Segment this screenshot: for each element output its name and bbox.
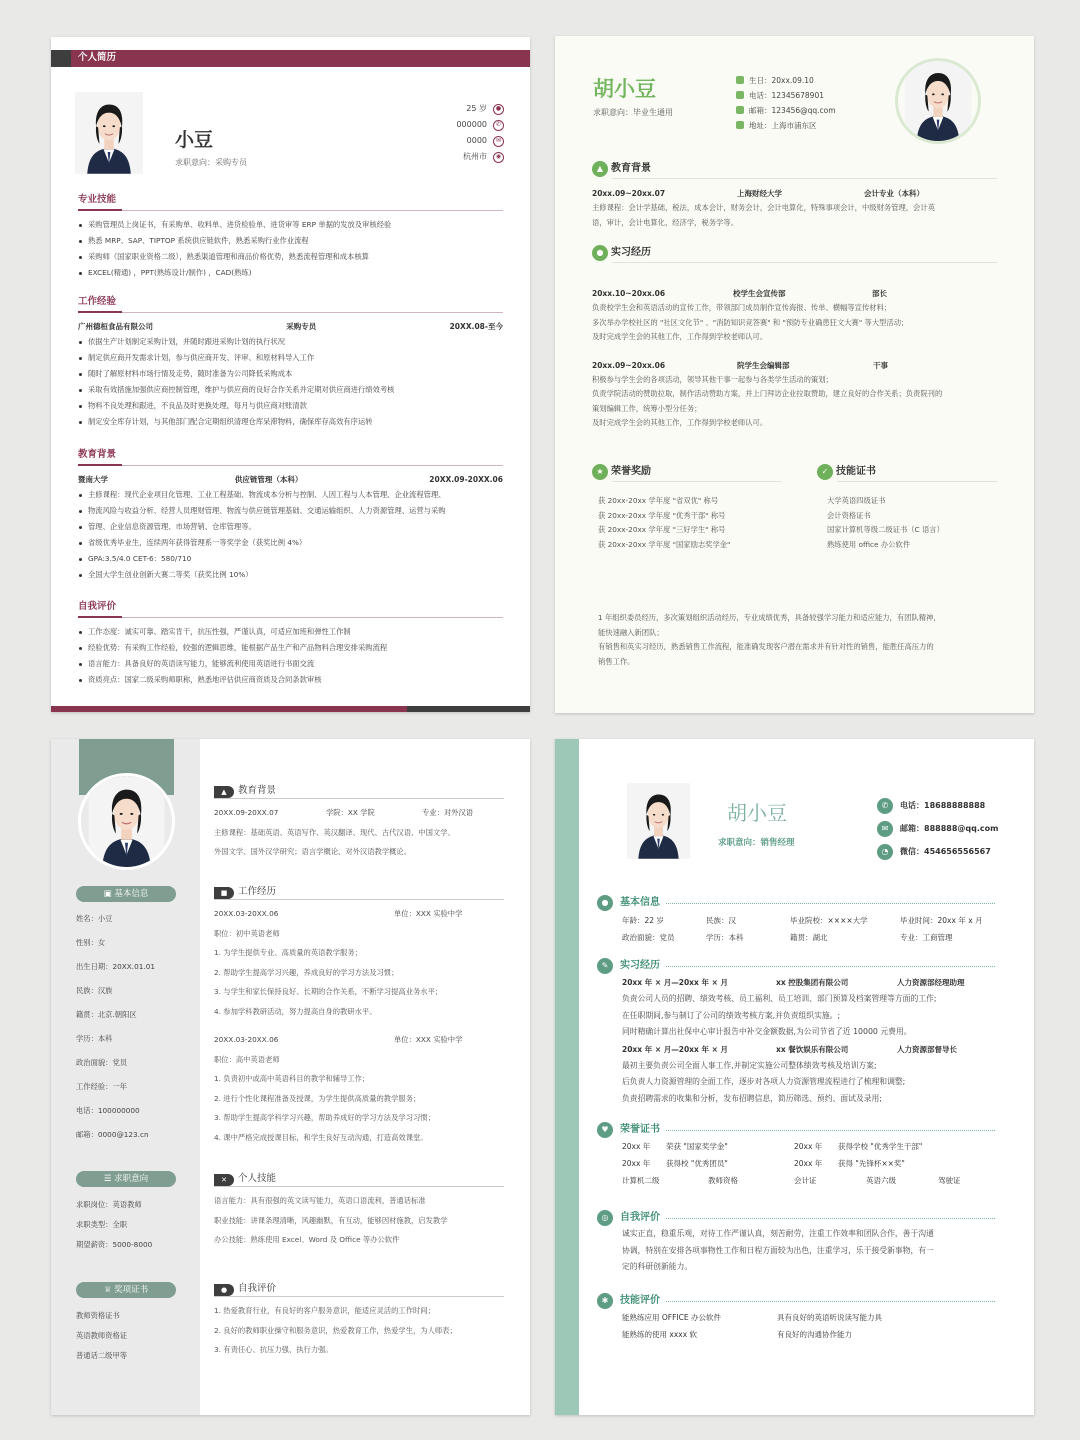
skill-item: 能熟练应用 OFFICE 办公软件: [622, 1313, 721, 1322]
date: 20XX.03-20XX.06: [214, 909, 279, 918]
org: 院学生会编辑部: [737, 360, 790, 370]
list-item: 随时了解原材料市场行情及走势，随时准备为公司降低采购成本: [78, 366, 503, 382]
skill-item: 能熟练的使用 xxxx 软: [622, 1330, 698, 1339]
city-value: 杭州市: [463, 152, 487, 162]
awards-section: [592, 463, 782, 552]
role: 人力资源部经理助理: [897, 978, 965, 987]
phone-icon: [736, 91, 744, 99]
birthday-icon: [736, 76, 744, 84]
education-section: [214, 783, 504, 862]
avatar: [895, 58, 981, 144]
date: 20XX.08-至今: [449, 321, 503, 331]
location-icon: [736, 121, 744, 129]
text-line: 能快速融入新团队；: [598, 627, 664, 637]
footer-bar: [51, 706, 530, 712]
section-title: 教育背景: [611, 163, 651, 174]
text-line: 负责招聘需求的收集和分析，发布招聘信息，简历筛选、预约、面试及录用;: [622, 1093, 882, 1103]
honor-item: 20xx 年: [794, 1159, 823, 1168]
text-line: 负责校学生会和英语活动的宣传工作，带领部门成员制作宣传海报、传单、横幅等宣传材料；: [592, 303, 892, 312]
job-intent: 求职意向：销售经理: [718, 838, 795, 848]
section-title: 专业技能: [78, 193, 503, 211]
avatar: [78, 773, 175, 870]
info-item: 出生日期：20XX.01.01: [76, 962, 155, 971]
text-line: 4. 课中严格完成授课目标，和学生良好互动沟通，打造高效课堂。: [214, 1132, 428, 1142]
text-line: 2. 帮助学生提高学习兴趣，养成良好的学习方法及习惯；: [214, 967, 399, 977]
text-line: 2. 良好的教师职业操守和服务意识，热爱教育工作，热爱学生，为人师表；: [214, 1325, 457, 1335]
list-item: 全国大学生创业创新大赛二等奖（获奖比例 10%）: [78, 567, 503, 583]
section-title: 自我评价: [620, 1212, 660, 1223]
list-item: EXCEL(精通) ，PPT(熟练设计/制作) ，CAD(熟练): [78, 265, 503, 281]
school: 学院：XX 学院: [326, 808, 375, 817]
basic-info-pill: ▣ 基本信息: [76, 886, 176, 902]
graduation-cap-icon: ▲: [214, 786, 234, 798]
info-item: 姓名：小豆: [76, 914, 113, 923]
person-icon: ●: [592, 245, 608, 261]
cert-pill: ♕ 奖项证书: [76, 1282, 176, 1298]
experience-section: [597, 958, 995, 1107]
company: xx 控股集团有限公司: [776, 978, 849, 987]
cert-list: [76, 1309, 127, 1369]
info-item: 籍贯：湖北: [790, 933, 828, 942]
chat-icon: ◔: [877, 844, 893, 860]
resume-card-1: [51, 37, 530, 712]
list-item: 经验优势：有采购工作经验，较强的逻辑思维，能根据产品生产和产品物料合理安排采购流程: [78, 640, 503, 656]
tools-icon: ✕: [214, 1174, 234, 1186]
info-item: 邮箱：0000@123.cn: [76, 1130, 149, 1139]
job-intent: 求职意向：毕业生通用: [593, 108, 673, 117]
phone-value: 000000: [456, 120, 487, 130]
text-line: 销售工作。: [598, 656, 635, 666]
basic-info-section: [597, 895, 995, 946]
info-item: 电话：100000000: [76, 1106, 140, 1115]
medal-icon: ★: [592, 464, 608, 480]
honor-item: 荣获 "国家奖学金": [666, 1142, 728, 1151]
self-eval-section: [214, 1281, 504, 1360]
role: 部长: [872, 289, 887, 298]
skill-item: 有良好的沟通协作能力: [777, 1330, 852, 1339]
company: 广州德桓食品有限公司: [78, 321, 153, 331]
age: 25 岁: [466, 104, 487, 114]
text-line: 2. 进行个性化课程准备及授课，为学生提供高质量的教学服务；: [214, 1093, 421, 1103]
resume-card-2: [555, 36, 1034, 713]
text-line: 多次举办学校社区的 "社区文化节" 、"消防知识竞答赛" 和 "预防专业确患狂文大赛" 等大型活动；: [592, 317, 909, 327]
cert-item: 国家计算机等级二级证书（C 语言）: [827, 525, 944, 534]
section-title: 技能评价: [620, 1295, 660, 1306]
section-title: 奖项证书: [114, 1285, 149, 1295]
birthday: 生日：20xx.09.10: [749, 76, 814, 85]
list-item: GPA:3.5/4.0 CET-6：580/710: [78, 551, 503, 567]
info-item: 专业：工商管理: [900, 933, 953, 942]
info-item: 教师资格证书: [76, 1311, 120, 1320]
text-line: 负责公司人员的招聘、绩效考核、员工福利、员工培训、部门预算及档案管理等方面的工作;: [622, 994, 937, 1003]
employer: 单位：XXX 实验中学: [394, 1035, 463, 1044]
work-section: [214, 884, 504, 1147]
text-line: 定的科研创新能力。: [622, 1262, 693, 1271]
info-item: 籍贯：北京.朝阳区: [76, 1010, 137, 1019]
honor-item: 获得 "先锋杯××奖": [838, 1159, 905, 1168]
info-item: 政治面貌：党员: [76, 1058, 128, 1067]
honor-item: 20xx 年: [794, 1142, 823, 1151]
honor-item: 英语六级: [866, 1176, 896, 1185]
info-item: 毕业院校：××××大学: [790, 916, 868, 925]
phone: 电话：12345678901: [749, 91, 824, 100]
text-line: 有销售和英实习经历，熟悉销售工作流程，能准确发现客户潜在需求并有针对性的销售，能胜任高压力的: [598, 642, 934, 651]
avatar: [627, 780, 690, 862]
text-line: 后负责人力资源管理的全面工作，逐步对各项人力资源管理流程进行了梳理和调整;: [622, 1077, 906, 1086]
text-line: 4. 参加学科教研活动，努力提高自身的教研水平。: [214, 1006, 377, 1016]
edit-icon: ✎: [597, 958, 613, 974]
list-item: 采购管理员上岗证书，有采购单、收料单、进货检验单、进货审等 ERP 单据的发放及审核经验: [78, 217, 503, 233]
info-item: 学历：本科: [76, 1034, 113, 1043]
section-title: 实习经历: [611, 247, 651, 258]
info-item: 政治面貌：党员: [622, 933, 675, 942]
text-line: 外国文学、国外汉学研究；语言学概论、对外汉语教学概论。: [214, 847, 412, 856]
info-item: 民族：汉族: [76, 986, 113, 995]
date: 20xx.09~20xx.06: [592, 360, 666, 370]
section-title: 实习经历: [620, 960, 660, 971]
contact-info: [456, 101, 504, 165]
award-item: 获 20xx-20xx 学年度 "省双优" 称号: [598, 496, 719, 505]
section-title: 教育背景: [78, 448, 503, 466]
date: 20XX.09-20XX.07: [214, 808, 279, 817]
text-line: 办公技能：熟练使用 Excel、Word 及 Office 等办公软件: [214, 1235, 400, 1244]
phone-icon: ✆: [493, 120, 504, 131]
intent-pill: ☰ 求职意向: [76, 1171, 176, 1187]
school: 上海财经大学: [737, 189, 782, 198]
info-item: 期望薪资：5000-8000: [76, 1240, 153, 1249]
role: 人力资源部督导长: [897, 1044, 957, 1054]
info-item: 学历：本科: [706, 933, 744, 942]
list-item: 管理、企业信息资源管理、市场营销、仓库管理等。: [78, 519, 503, 535]
header-bar: [51, 50, 530, 67]
text-line: 1. 为学生提供专业、高质量的英语教学服务；: [214, 948, 362, 957]
text-line: 语言能力：具有很强的英文读写能力，英语口语流利，普通话标准: [214, 1196, 426, 1205]
award-item: 获 20xx-20xx 学年度 "国家励志奖学金": [598, 539, 731, 549]
self-eval-section: [597, 1210, 995, 1276]
email-value: 0000: [466, 136, 487, 146]
list-item: 制定安全库存计划，与其他部门配合定期组织清理仓库呆滞物料，确保库存高效有序运转: [78, 414, 503, 430]
skills-section: [214, 1171, 504, 1250]
role: 职位：高中英语老师: [214, 1054, 280, 1064]
skills-section: [78, 193, 503, 281]
honors-section: [597, 1122, 995, 1189]
graduation-cap-icon: ▲: [592, 161, 608, 177]
section-title: 荣誉奖励: [611, 466, 651, 477]
resume-card-3: [51, 739, 530, 1415]
honor-item: 驾驶证: [938, 1176, 961, 1185]
honor-item: 计算机二级: [622, 1176, 660, 1185]
school: 暨南大学: [78, 474, 108, 484]
internship-section: [592, 244, 997, 431]
text-line: 同时精确计算出社保中心审计报告中补交金额数据,为公司节省了近 10000 元费用。: [622, 1027, 912, 1036]
role: 干事: [873, 360, 888, 370]
major: 会计专业（本科）: [864, 189, 924, 198]
employer: 单位：XXX 实验中学: [394, 909, 463, 918]
list-item: 制定供应商开发需求计划，参与供应商开发、评审、和原材料导入工作: [78, 350, 503, 366]
honor-item: 20xx 年: [622, 1159, 651, 1168]
contact-info: [736, 76, 836, 136]
user-icon: ●: [493, 104, 504, 115]
contact-info: [877, 794, 998, 863]
section-title: 个人技能: [238, 1173, 277, 1184]
list-item: 熟悉 MRP、SAP、TIPTOP 系统供应链软件，熟悉采购行业作业流程: [78, 233, 503, 249]
info-item: 求职类型：全职: [76, 1220, 128, 1229]
avatar: [75, 89, 143, 177]
phone-icon: ✆: [877, 798, 893, 814]
briefcase-icon: ■: [214, 887, 234, 899]
thumbs-up-icon: ♥: [597, 1122, 613, 1138]
org: 校学生会宣传部: [733, 289, 786, 298]
text-line: 主修课程：会计学基础，税法，成本会计，财务会计，会计电算化，特殊事项会计，中级财务管理，会计英: [592, 203, 935, 212]
self-eval-section: [78, 600, 503, 688]
cert-item: 大学英语四级证书: [827, 496, 886, 505]
info-item: 英语教师资格证: [76, 1331, 128, 1340]
text-line: 职业技能：讲课条理清晰，风趣幽默，有互动，能够因材施教，启发教学: [214, 1215, 448, 1225]
list-item: 采购师（国家职业资格二级），熟悉渠道管理和商品价格优势，熟悉流程管理和成本核算: [78, 249, 503, 265]
text-line: 1. 负责初中或高中英语科目的教学和辅导工作；: [214, 1074, 370, 1083]
text-line: 1 年组织委员经历，多次策划组织活动经历，专业成绩优秀，具备较强学习能力和适应能力，有团队精神，: [598, 613, 941, 622]
text-line: 3. 有责任心、抗压力强、执行力强。: [214, 1345, 333, 1354]
text-line: 最初主要负责公司全面人事工作,并制定实施公司整体绩效考核及培训方案;: [622, 1060, 877, 1070]
skill-item: 具有良好的英语听说读写能力具: [777, 1313, 882, 1322]
person-icon: ●: [214, 1284, 234, 1296]
self-eval-section: [598, 611, 998, 669]
role: 职位：初中英语老师: [214, 928, 280, 938]
skills-section: [597, 1293, 995, 1343]
date: 20XX.09-20XX.06: [429, 474, 503, 484]
info-item: 毕业时间：20xx 年 x 月: [900, 916, 983, 925]
list-item: 语言能力：具备良好的英语读写能力，能够流利使用英语进行书面交流: [78, 656, 503, 672]
section-title: 求职意向: [114, 1174, 149, 1184]
date: 20xx 年 × 月—20xx 年 × 月: [622, 1044, 728, 1054]
text-line: 语，审计，会计电算化，经济学，税务学等。: [592, 217, 738, 227]
certificate-icon: ✓: [817, 464, 833, 480]
date: 20xx.09~20xx.07: [592, 189, 666, 198]
role: 采购专员: [286, 321, 317, 331]
target-icon: ◎: [597, 1210, 613, 1226]
name: 胡小豆: [727, 801, 787, 825]
name: 胡小豆: [593, 77, 656, 101]
company: xx 餐饮娱乐有限公司: [776, 1044, 849, 1054]
section-title: 技能证书: [836, 466, 876, 477]
mail-icon: ✉: [877, 821, 893, 837]
certs-section: [817, 463, 997, 552]
date: 20xx 年 × 月—20xx 年 × 月: [622, 978, 728, 987]
text-line: 负责学院活动的赞助拉取，制作活动赞助方案，并上门拜访企业拉取赞助，建立良好的合作关系；负责院刊的: [592, 389, 943, 398]
text-line: 3. 帮助学生提高学科学习兴趣，帮助养成好的学习方法及学习习惯；: [214, 1113, 435, 1122]
location-icon: ◉: [493, 152, 504, 163]
email: 邮箱：888888@qq.com: [900, 823, 999, 833]
text-line: 及时完成学生会的其他工作，工作得到学校老师认可。: [592, 332, 768, 341]
info-item: 普通话二级甲等: [76, 1351, 128, 1360]
major: 供应链管理（本科）: [234, 474, 303, 484]
cert-item: 熟练使用 office 办公软件: [827, 539, 911, 549]
list-item: 物流风险与收益分析、经营人员理财管理、物流与供应链管理基础、交通运输组织、人力资源管理、运营与采购: [78, 503, 503, 519]
text-line: 主修课程：基础英语、英语写作、英汉翻译、现代、古代汉语、中国文学、: [214, 827, 455, 837]
text-line: 积极参与学生会的各项活动，领导其他干事一起参与各类学生活动的策划；: [592, 374, 833, 384]
list-item: 依据生产计划制定采购计划，并随时跟进采购计划的执行状况: [78, 334, 503, 350]
side-stripe: [555, 739, 579, 1415]
honor-item: 会计证: [794, 1176, 817, 1185]
cert-item: 会计资格证书: [827, 510, 871, 520]
major: 专业：对外汉语: [422, 808, 474, 817]
address: 地址：上海市浦东区: [749, 121, 817, 130]
text-line: 诚实正直，稳重乐观，对待工作严谨认真，刻苦耐劳，注重工作效率和团队合作，善于沟通: [622, 1229, 934, 1238]
award-item: 获 20xx-20xx 学年度 "三好学生" 称号: [598, 525, 726, 534]
info-item: 年龄：22 岁: [622, 916, 664, 925]
section-title: 工作经验: [78, 295, 503, 313]
person-icon: ●: [597, 895, 613, 911]
section-title: 教育背景: [238, 785, 277, 796]
section-title: 自我评价: [78, 600, 503, 618]
info-item: 性别：女: [76, 938, 106, 947]
text-line: 3. 与学生和家长保持良好、长期的合作关系，不断学习提高业务水平；: [214, 987, 443, 996]
resume-card-4: [555, 739, 1034, 1415]
honor-item: 教师资格: [708, 1176, 738, 1185]
text-line: 及时完成学生会的其他工作，工作得到学校老师认可。: [592, 418, 768, 427]
education-section: [78, 448, 503, 583]
text-line: 策划编辑工作，统筹小型分任务；: [592, 403, 702, 413]
list-item: 工作态度：诚实可靠、踏实肯干，抗压性强，严谨认真，可适应加班和弹性工作制: [78, 624, 503, 640]
section-title: 自我评价: [238, 1283, 277, 1294]
honor-item: 获得学校 "优秀学生干部": [838, 1142, 923, 1151]
info-item: 工作经验：一年: [76, 1082, 128, 1091]
text-line: 协调，特别在安排各项事物性工作和日程方面较为出色，注重学习，乐于接受新事物，有一: [622, 1245, 934, 1255]
section-title: 荣誉证书: [620, 1124, 660, 1135]
date: 20XX.03-20XX.06: [214, 1035, 279, 1044]
list-item: 主修课程：现代企业项目化管理、工业工程基础、物流成本分析与控制、人因工程与人本管理、企业流程管理、: [78, 487, 503, 503]
job-intent: 求职意向：采购专员: [175, 158, 247, 167]
education-section: [592, 160, 997, 230]
wrench-icon: ✱: [597, 1293, 613, 1309]
honor-item: 获得校 "优秀团员": [666, 1159, 728, 1168]
wechat: 微信：454656556567: [900, 846, 991, 856]
section-title: 基本信息: [620, 897, 660, 908]
date: 20xx.10~20xx.06: [592, 289, 666, 298]
mail-icon: [736, 106, 744, 114]
phone: 电话：18688888888: [900, 800, 986, 810]
email: 邮箱：123456@qq.com: [749, 106, 836, 115]
list-item: 采取有效措施加强供应商控制管理，维护与供应商的良好合作关系并定期对供应商进行绩效考核: [78, 382, 503, 398]
info-item: 求职岗位：英语教师: [76, 1200, 142, 1209]
list-item: 物料不良处理和跟进，不良品及时更换处理，每月与供应商对账清款: [78, 398, 503, 414]
mail-icon: ✉: [493, 136, 504, 147]
info-item: 民族：汉: [706, 916, 736, 925]
text-line: 在任职期间,参与制订了公司的绩效考核方案,并负责组织实施。;: [622, 1010, 841, 1020]
honor-item: 20xx 年: [622, 1142, 651, 1151]
list-item: 资质亮点：国家二级采购师职称，熟悉地评估供应商资质及合同条款审核: [78, 672, 503, 688]
basic-info-list: [76, 912, 155, 1152]
intent-list: [76, 1198, 152, 1258]
list-item: 省级优秀毕业生，连续两年获得管理系一等奖学金（获奖比例 4%）: [78, 535, 503, 551]
section-title: 基本信息: [114, 889, 149, 899]
section-title: 工作经历: [238, 886, 277, 897]
text-line: 1. 热爱教育行业，有良好的客户服务意识，能适应灵活的工作时间；: [214, 1306, 435, 1315]
award-item: 获 20xx-20xx 学年度 "优秀干部" 称号: [598, 510, 726, 520]
header-title: 个人简历: [78, 52, 117, 63]
work-section: [78, 295, 503, 430]
name: 小豆: [175, 129, 214, 151]
